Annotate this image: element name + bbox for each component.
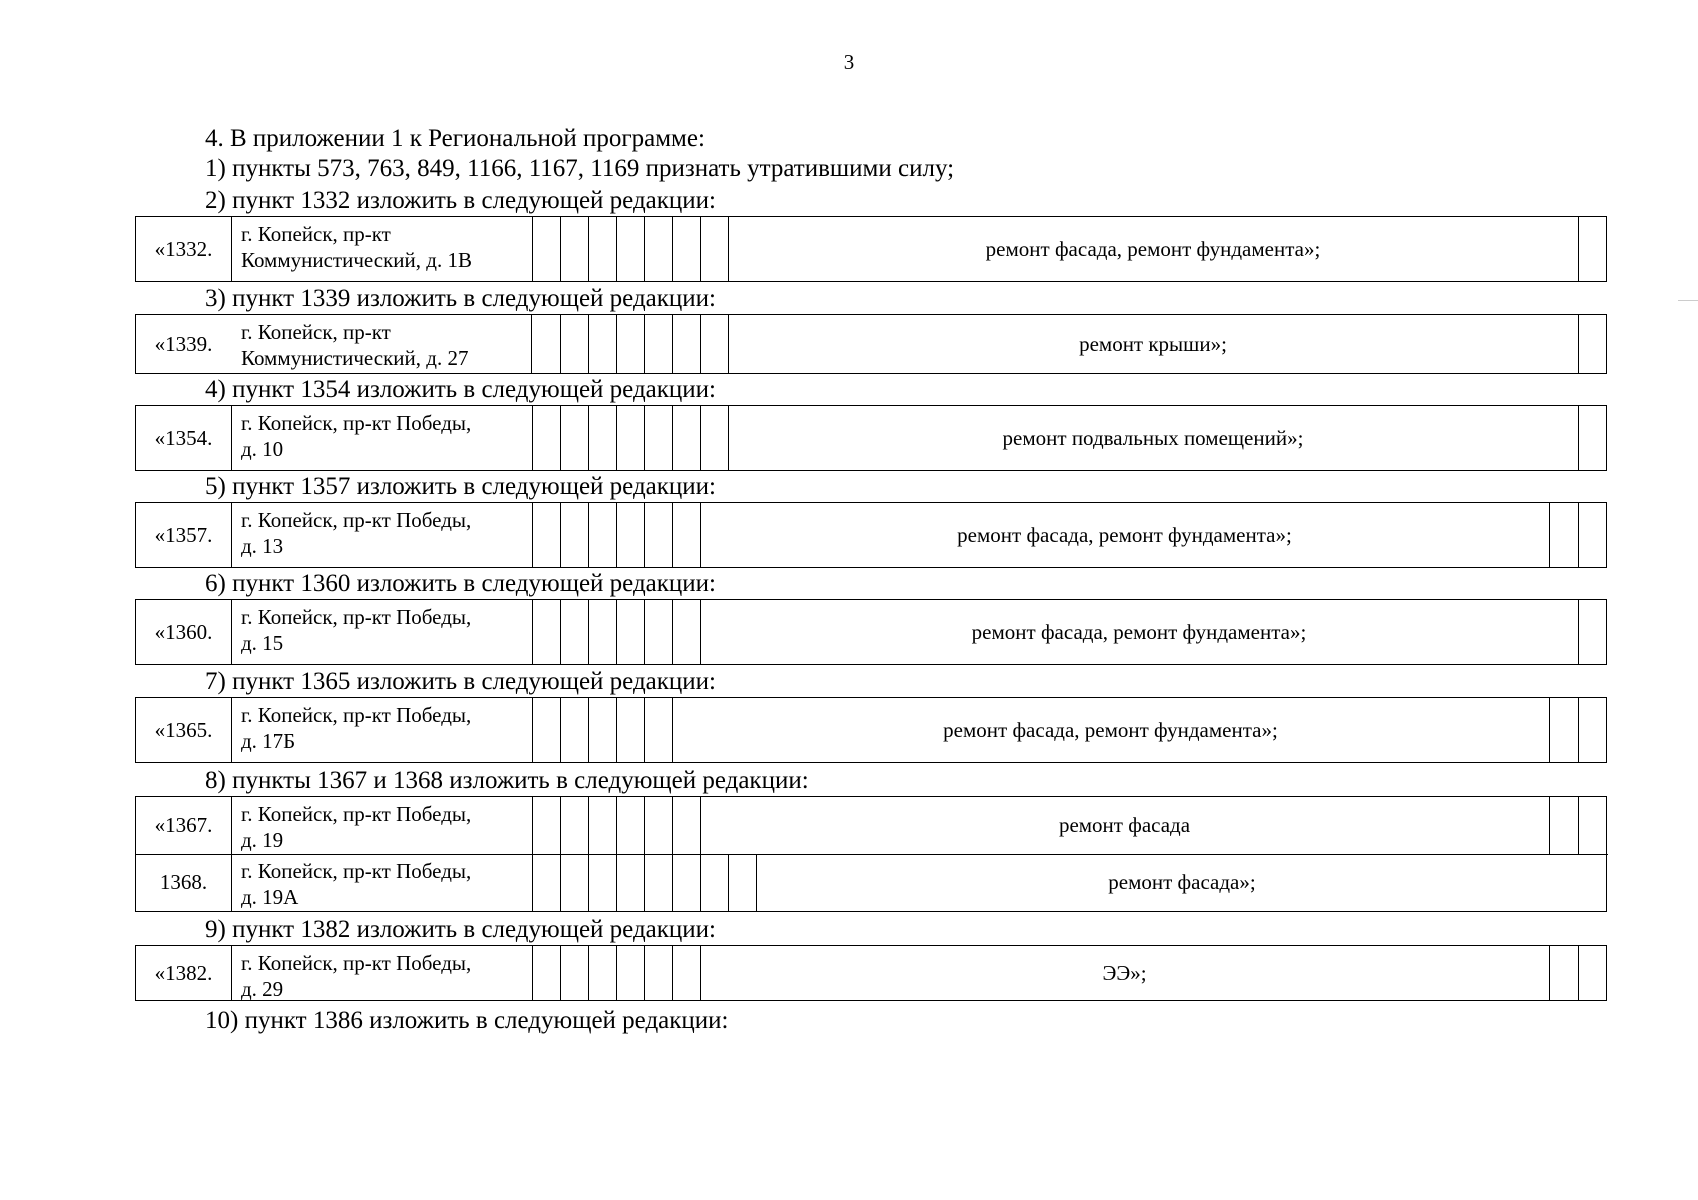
table-row: [135, 314, 1607, 374]
row-address: г. Копейск, пр-кт Победы, д. 29: [241, 951, 472, 1001]
section-heading: 4. В приложении 1 к Региональной программе:: [205, 125, 705, 152]
row-number: «1365.: [154, 717, 213, 742]
row-work-type: ремонт фасада, ремонт фундамента»;: [943, 717, 1278, 742]
table-row: [135, 599, 1607, 665]
row-number: 1368.: [159, 870, 208, 894]
table-row: [136, 797, 1608, 854]
row-address: г. Копейск, пр-кт Победы, д. 13: [241, 508, 472, 558]
item-3-heading: 3) пункт 1339 изложить в следующей редакции:: [205, 285, 716, 312]
item-7-heading: 7) пункт 1365 изложить в следующей редакции:: [205, 668, 716, 695]
row-number: «1332.: [154, 236, 213, 261]
item-6-heading: 6) пункт 1360 изложить в следующей редакции:: [205, 570, 716, 597]
item-1-text: 1) пункты 573, 763, 849, 1166, 1167, 1169 признать утратившими силу;: [205, 155, 955, 182]
row-work-type: ремонт фасада: [1058, 813, 1191, 837]
row-work-type: ремонт фасада, ремонт фундамента»;: [985, 236, 1321, 261]
row-address: г. Копейск, пр-кт Коммунистический, д. 1В: [241, 222, 472, 272]
table-row: [135, 405, 1607, 471]
table-row: [135, 945, 1607, 1001]
row-work-type: ремонт крыши»;: [1079, 331, 1227, 356]
row-address: г. Копейск, пр-кт Победы, д. 10: [241, 411, 472, 461]
scan-artifact: [1678, 300, 1698, 301]
row-number: «1382.: [154, 960, 213, 985]
item-9-heading: 9) пункт 1382 изложить в следующей редакции:: [205, 916, 716, 943]
item-10-heading: 10) пункт 1386 изложить в следующей редакции:: [205, 1007, 729, 1034]
row-work-type: ремонт фасада, ремонт фундамента»;: [971, 619, 1307, 644]
row-address: г. Копейск, пр-кт Победы, д. 19: [241, 802, 472, 852]
row-work-type: ремонт фасада»;: [1108, 870, 1256, 894]
table-row: [135, 216, 1607, 282]
row-work-type: ремонт фасада, ремонт фундамента»;: [957, 522, 1292, 547]
row-number: «1367.: [154, 813, 213, 837]
item-2-heading: 2) пункт 1332 изложить в следующей редакции:: [205, 187, 716, 214]
table-block: [135, 796, 1607, 912]
item-5-heading: 5) пункт 1357 изложить в следующей редакции:: [205, 473, 716, 500]
item-8-heading: 8) пункты 1367 и 1368 изложить в следующей редакции:: [205, 767, 809, 794]
row-address: г. Копейск, пр-кт Победы, д. 17Б: [241, 703, 472, 753]
row-number: «1354.: [154, 425, 213, 450]
row-number: «1360.: [154, 619, 213, 644]
row-work-type: ремонт подвальных помещений»;: [1002, 425, 1304, 450]
table-row: [135, 697, 1607, 763]
table-row: [136, 854, 1608, 911]
row-address: г. Копейск, пр-кт Коммунистический, д. 27: [241, 320, 469, 370]
row-address: г. Копейск, пр-кт Победы, д. 19А: [241, 859, 472, 909]
row-number: «1339.: [154, 331, 213, 356]
table-row: [135, 502, 1607, 568]
row-number: «1357.: [154, 522, 213, 547]
page-number: 3: [843, 50, 855, 74]
item-4-heading: 4) пункт 1354 изложить в следующей редакции:: [205, 376, 716, 403]
row-address: г. Копейск, пр-кт Победы, д. 15: [241, 605, 472, 655]
row-work-type: ЭЭ»;: [1102, 960, 1147, 985]
